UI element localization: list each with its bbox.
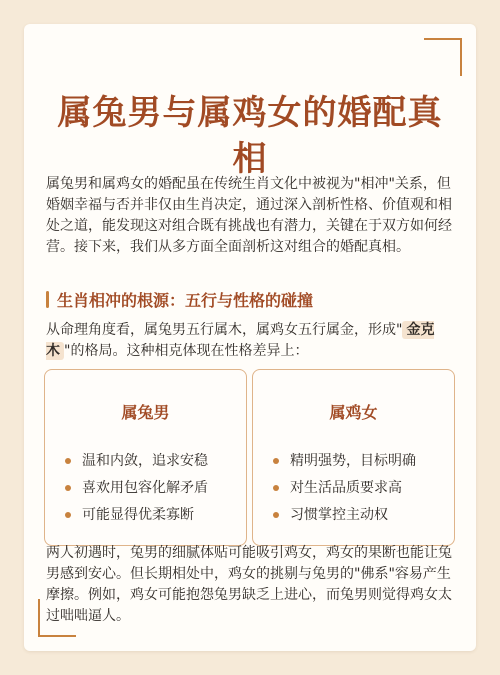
highlight-term: 金克木 [46,322,435,359]
section-title: 生肖相冲的根源：五行与性格的碰撞 [57,290,314,310]
section-heading [46,288,313,310]
rabbit-male-card [44,369,247,546]
trait-item [65,479,208,497]
article-card [24,24,476,651]
bullet-dot-icon [65,512,71,518]
astrology-text-after: "的格局。这种相克体现在性格差异上： [64,343,309,359]
trait-text: 可能显得优柔寡断 [82,507,194,523]
trait-item [273,506,416,524]
bullet-dot-icon [273,485,279,491]
rooster-female-trait-list [273,452,416,533]
bullet-dot-icon [65,485,71,491]
rabbit-male-title: 属兔男 [121,403,170,422]
section-accent-bar [46,291,49,308]
trait-text: 对生活品质要求高 [290,480,402,496]
rooster-female-title: 属鸡女 [329,403,378,422]
trait-item [65,506,208,524]
astrology-paragraph [46,320,456,362]
astrology-text-before: 从命理角度看，属兔男五行属木，属鸡女五行属金，形成" [46,322,403,338]
closing-paragraph: 两人初遇时，兔男的细腻体贴可能吸引鸡女，鸡女的果断也能让兔男感到安心。但长期相处中，鸡女的挑剔与兔男的"佛系"容易产生摩擦。例如，鸡女可能抱怨兔男缺乏上进心，而兔男则觉得鸡女太过咄咄逼人。 [46,545,452,624]
bullet-dot-icon [273,458,279,464]
corner-decoration-top-right [424,38,462,76]
rooster-female-card [252,369,455,546]
trait-text: 习惯掌控主动权 [290,507,388,523]
trait-item [273,452,416,470]
bullet-dot-icon [65,458,71,464]
trait-item [65,452,208,470]
trait-text: 精明强势，目标明确 [290,453,416,469]
rabbit-male-trait-list [65,452,208,533]
trait-text: 温和内敛，追求安稳 [82,453,208,469]
bullet-dot-icon [273,512,279,518]
intro-paragraph: 属兔男和属鸡女的婚配虽在传统生肖文化中被视为"相冲"关系，但婚姻幸福与否并非仅由生肖决定，通过深入剖析性格、价值观和相处之道，能发现这对组合既有挑战也有潜力，关键在于双方如何经营。接下来，我们从多方面全面剖析这对组合的婚配真相。 [46,176,452,255]
trait-item [273,479,416,497]
trait-text: 喜欢用包容化解矛盾 [82,480,208,496]
page-title: 属兔男与属鸡女的婚配真相 [57,93,443,179]
